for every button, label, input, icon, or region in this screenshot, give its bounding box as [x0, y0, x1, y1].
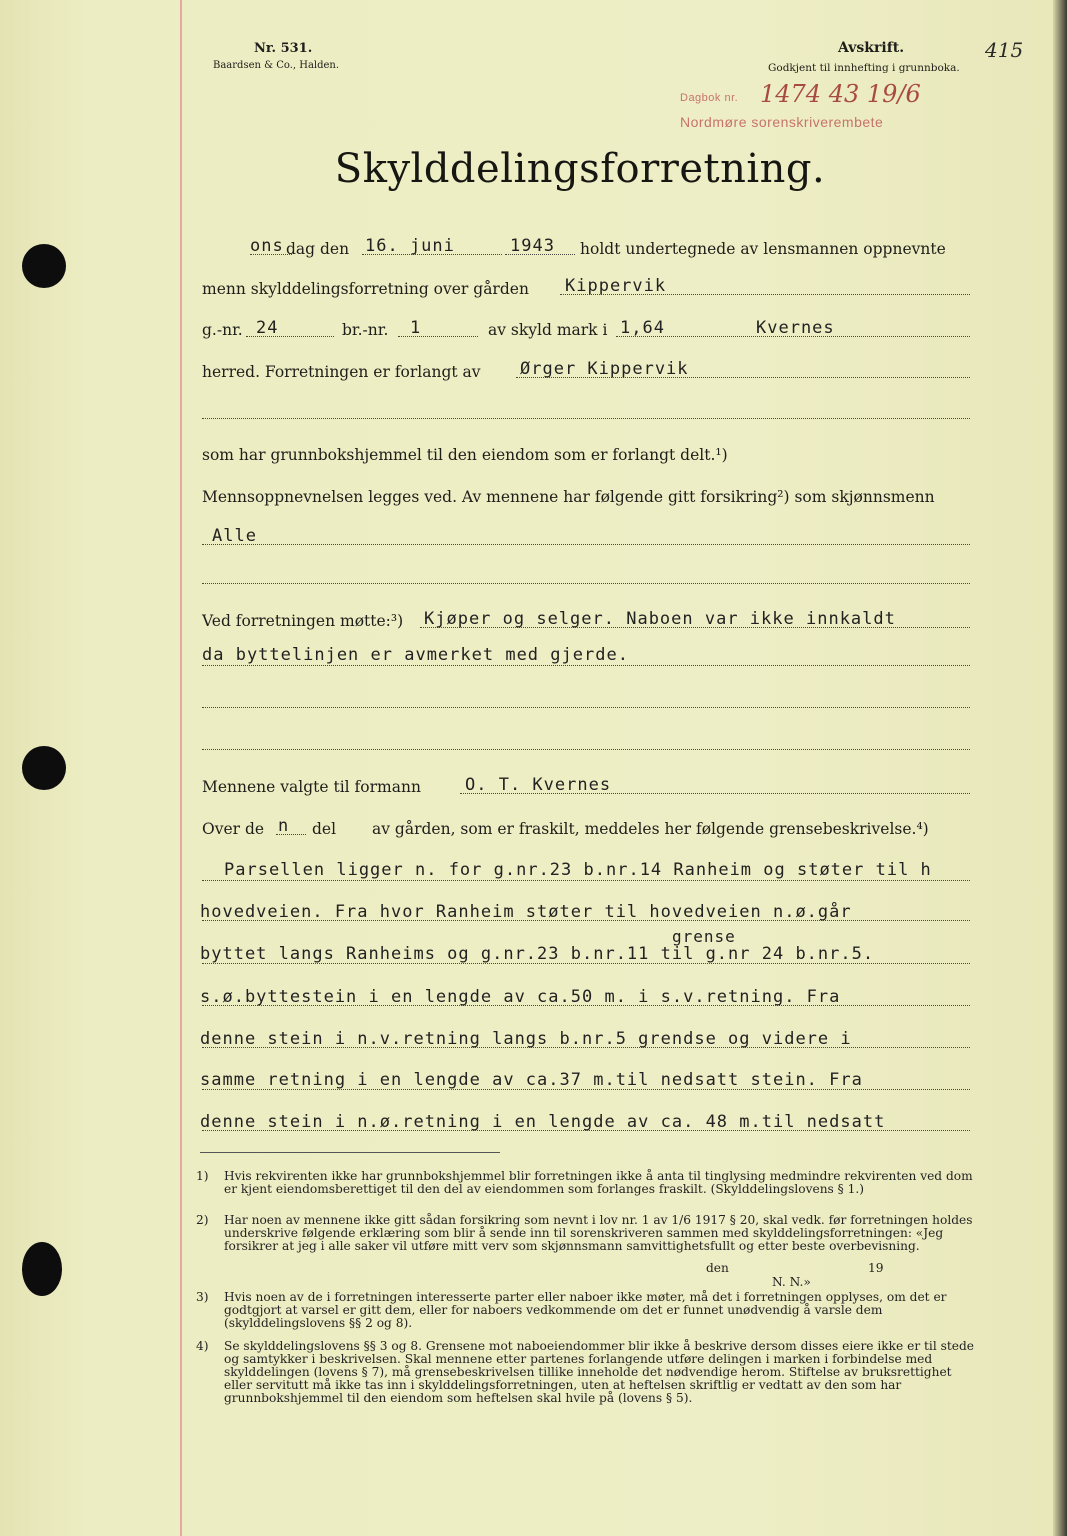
bnr-value: 1 [410, 318, 422, 338]
dotted-field [202, 749, 970, 750]
dotted-field [202, 707, 970, 708]
footnote-number: 2) [196, 1213, 209, 1227]
punch-hole [22, 746, 66, 790]
footnote-divider [200, 1152, 500, 1153]
farm-name: Kippervik [565, 276, 667, 296]
boundary-letter: n [278, 816, 290, 836]
form-text: av skyld mark i [488, 321, 608, 339]
form-text: herred. Forretningen er forlangt av [202, 363, 481, 381]
dagbok-stamp: Dagbok nr. [680, 92, 739, 104]
footnote [196, 1213, 980, 1253]
dotted-field [202, 583, 970, 584]
dotted-field [202, 544, 970, 545]
form-number: Nr. 531. [254, 41, 313, 56]
footnote-year: 19 [868, 1261, 884, 1275]
gnr-value: 24 [256, 318, 279, 338]
dotted-field [202, 418, 970, 419]
skyld-place: Kvernes [756, 318, 835, 338]
footnote-signature: N. N.» [772, 1275, 811, 1289]
description-line: s.ø.byttestein i en lengde av ca.50 m. i s.v.retning. Fra [200, 987, 841, 1007]
footnote-text: Hvis noen av de i forretningen interesserte parter eller naboer ikke møter, må det i forretningen opplyses, om det er godtgjort at varsel er gitt dem, eller for naboers vedkommende om det er funnet unødvendig å varsle dem (skylddelingslovens §§ 2 og 8). [224, 1290, 947, 1330]
footnote-number: 4) [196, 1339, 209, 1353]
attendees-line: da byttelinjen er avmerket med gjerde. [202, 645, 629, 665]
page-edge-shadow [1053, 0, 1067, 1536]
footnote [196, 1290, 980, 1330]
footnote [196, 1339, 980, 1405]
form-text: Over de [202, 820, 265, 838]
margin-rule [180, 0, 182, 1536]
description-line: Parsellen ligger n. for g.nr.23 b.nr.14 Ranheim og støter til h [224, 860, 932, 880]
form-text: g.-nr. [202, 321, 243, 339]
year-value: 1943 [510, 236, 555, 256]
form-text: del [312, 820, 337, 838]
requester-name: Ørger Kippervik [520, 359, 689, 379]
punch-hole [22, 1242, 62, 1296]
punch-hole [22, 244, 66, 288]
form-text: som har grunnbokshjemmel til den eiendom som er forlangt delt.¹) [202, 446, 728, 464]
document-title: Skylddelingsforretning. [334, 146, 826, 192]
form-text: Mennene valgte til formann [202, 778, 421, 796]
weekday-prefix: ons [250, 236, 284, 256]
description-line: byttet langs Ranheims og g.nr.23 b.nr.11 til g.nr 24 b.nr.5. [200, 944, 875, 964]
office-stamp: Nordmøre sorenskriverembete [680, 114, 884, 130]
footnote-text: Hvis rekvirenten ikke har grunnbokshjemmel blir forretningen ikke å anta til tinglysing medmindre rekvirenten ved dom er kjent eiendomsberettiget til den del av eiendommen som forlanges fraskilt. (Skylddelingslovens § 1.) [224, 1169, 973, 1196]
form-text: menn skylddelingsforretning over gården [202, 280, 529, 298]
footnote-text: Har noen av mennene ikke gitt sådan forsikring som nevnt i lov nr. 1 av 1/6 1917 § 20, skal vedk. før forretningen holdes underskrive følgende erklæring som blir å sende inn til sorenskriveren sammen med skylddelingsforretningen: «Jeg forsikrer at jeg i alle saker vil utføre mitt verv som skjønnsmann samvittighetsfullt og etter beste overbevisning. [224, 1213, 973, 1253]
footnote-number: 1) [196, 1169, 209, 1183]
copy-label: Avskrift. [838, 40, 905, 56]
valuers-value: Alle [212, 526, 257, 546]
chairman-name: O. T. Kvernes [465, 775, 612, 795]
approval-note: Godkjent til innhefting i grunnboka. [768, 62, 960, 74]
form-text: br.-nr. [342, 321, 389, 339]
dagbok-number: 1474 43 19/6 [760, 80, 921, 108]
inserted-word: grense [672, 927, 736, 946]
dotted-field [202, 880, 970, 881]
form-text: holdt undertegnede av lensmannen oppnevnte [580, 240, 946, 258]
description-line: samme retning i en lengde av ca.37 m.til nedsatt stein. Fra [200, 1070, 863, 1090]
publisher: Baardsen & Co., Halden. [213, 60, 340, 71]
folio-number: 415 [985, 38, 1024, 62]
description-line: denne stein i n.v.retning langs b.nr.5 grendse og videre i [200, 1029, 852, 1049]
skyld-value: 1,64 [620, 318, 665, 338]
form-text: av gården, som er fraskilt, meddeles her følgende grensebeskrivelse.⁴) [372, 820, 929, 838]
form-text: Mennsoppnevnelsen legges ved. Av mennene har følgende gitt forsikring²) som skjønnsmenn [202, 488, 935, 506]
footnote-number: 3) [196, 1290, 209, 1304]
form-text: dag den [286, 240, 350, 258]
date-value: 16. juni [365, 236, 455, 256]
attendees-line: Kjøper og selger. Naboen var ikke innkaldt [424, 609, 896, 629]
footnote-text: Se skylddelingslovens §§ 3 og 8. Grensene mot naboeiendommer blir ikke å beskrive dersom disses eiere ikke er til stede og samtykker i beskrivelsen. Skal mennene etter partenes forlangende utføre delingen i marken i forbindelse med skylddelingen (lovens § 7), må grensebeskrivelsen tillike inneholde det nødvendige herom. Stiftelse av bruksrettighet eller servitutt må ikke tas inn i skylddelingsforretningen, uten at heftelsen skriftlig er vedtatt av den som har grunnbokshjemmel til den eiendom som heftelsen skal hvile på (lovens § 5). [224, 1339, 974, 1405]
footnote [196, 1169, 980, 1196]
dotted-field [202, 665, 970, 666]
description-line: hovedveien. Fra hvor Ranheim støter til hovedveien n.ø.går [200, 902, 852, 922]
description-line: denne stein i n.ø.retning i en lengde av ca. 48 m.til nedsatt [200, 1112, 886, 1132]
form-text: Ved forretningen møtte:³) [202, 612, 404, 630]
footnote-den: den [706, 1261, 729, 1275]
